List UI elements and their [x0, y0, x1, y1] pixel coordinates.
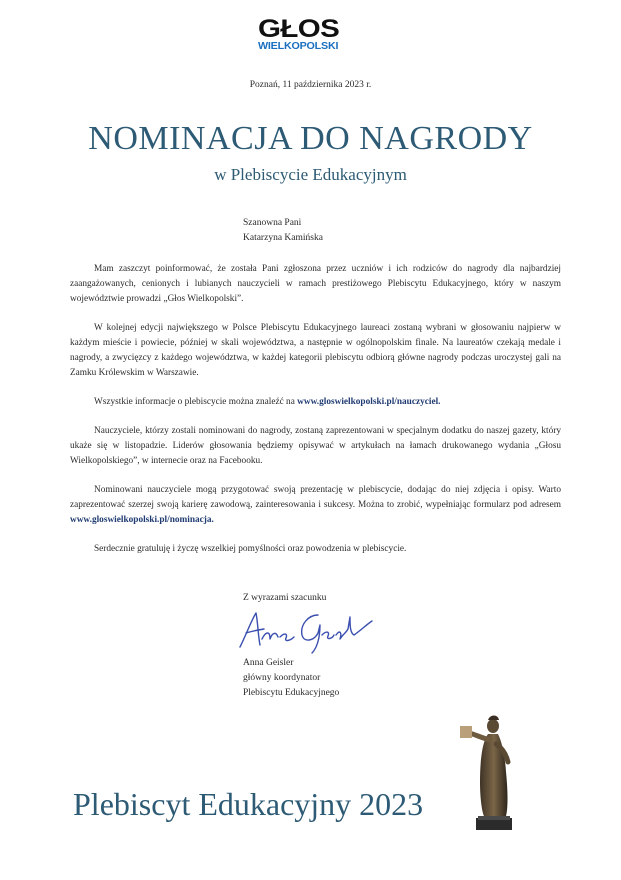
paragraph-2: W kolejnej edycji największego w Polsce Plebiscytu Edukacyjnego laureaci zostaną wybrani w głosowaniu najpierw w każdym mieście i powiecie, później w skali województwa, a następnie w ogólnopolskim finale. Na laureatów czekają medale i nagrody, a zwycięzcy z każdego województwa, w każdej kategorii plebiscytu odbiorą główne nagrody podczas uroczystej gali na Zamku Królewskim w Warszawie. [70, 323, 561, 378]
nomination-form-link[interactable]: www.gloswielkopolski.pl/nominacja. [70, 515, 214, 525]
signer-name: Anna Geisler [243, 658, 294, 668]
salutation [243, 216, 323, 246]
signer-block [243, 656, 339, 701]
signer-role: główny koordynator [243, 673, 321, 683]
paragraph-3 [70, 395, 561, 410]
letter-date: Poznań, 11 października 2023 r. [249, 80, 372, 90]
page-title: NOMINACJA DO NAGRODY [88, 120, 533, 157]
letter-body [70, 262, 561, 571]
recipient-name: Katarzyna Kamińska [243, 233, 323, 243]
bronze-statue-icon [452, 712, 532, 832]
closing-phrase: Z wyrazami szacunku [243, 593, 327, 603]
teacher-info-link[interactable]: www.gloswielkopolski.pl/nauczyciel. [297, 397, 441, 407]
paragraph-5 [70, 483, 561, 528]
salutation-greeting: Szanowna Pani [243, 218, 302, 228]
newspaper-logo [258, 15, 372, 52]
handwritten-signature [236, 605, 376, 655]
footer-title: Plebiscyt Edukacyjny 2023 [73, 786, 424, 822]
paragraph-5-text: Nominowani nauczyciele mogą przygotować swoją prezentację w plebiscycie, dodając do niej zdjęcia i opisy. Warto zaprezentować szerzej swoją karierę zawodową, zainteresowania i sukcesy. Można to zrobić, wypełniając formularz pod adresem [70, 485, 561, 510]
signer-organization: Plebiscytu Edukacyjnego [243, 688, 340, 698]
paragraph-6: Serdecznie gratuluję i życzę wszelkiej pomyślności oraz powodzenia w plebiscycie. [94, 544, 407, 554]
paragraph-1: Mam zaszczyt poinformować, że została Pani zgłoszona przez uczniów i ich rodziców do nagrody dla najbardziej zaangażowanych, cenionych i lubianych nauczycieli w ramach prestiżowego Plebiscytu Edukacyjnego, który w naszym województwie prowadzi „Głos Wielkopolski”. [70, 264, 561, 304]
paragraph-3-text: Wszystkie informacje o plebiscycie można znaleźć na [94, 397, 298, 407]
page-subtitle: w Plebiscycie Edukacyjnym [214, 165, 407, 184]
paragraph-4: Nauczyciele, którzy zostali nominowani do nagrody, zostaną zaprezentowani w specjalnym dodatku do naszej gazety, który ukaże się w listopadzie. Liderów głosowania będziemy opisywać w artykułach na łamach drukowanego wydania „Głosu Wielkopolskiego”, w internecie oraz na Facebooku. [70, 426, 561, 466]
logo-line1: GŁOS [258, 15, 340, 43]
logo-line2: WIELKOPOLSKI [258, 40, 339, 52]
